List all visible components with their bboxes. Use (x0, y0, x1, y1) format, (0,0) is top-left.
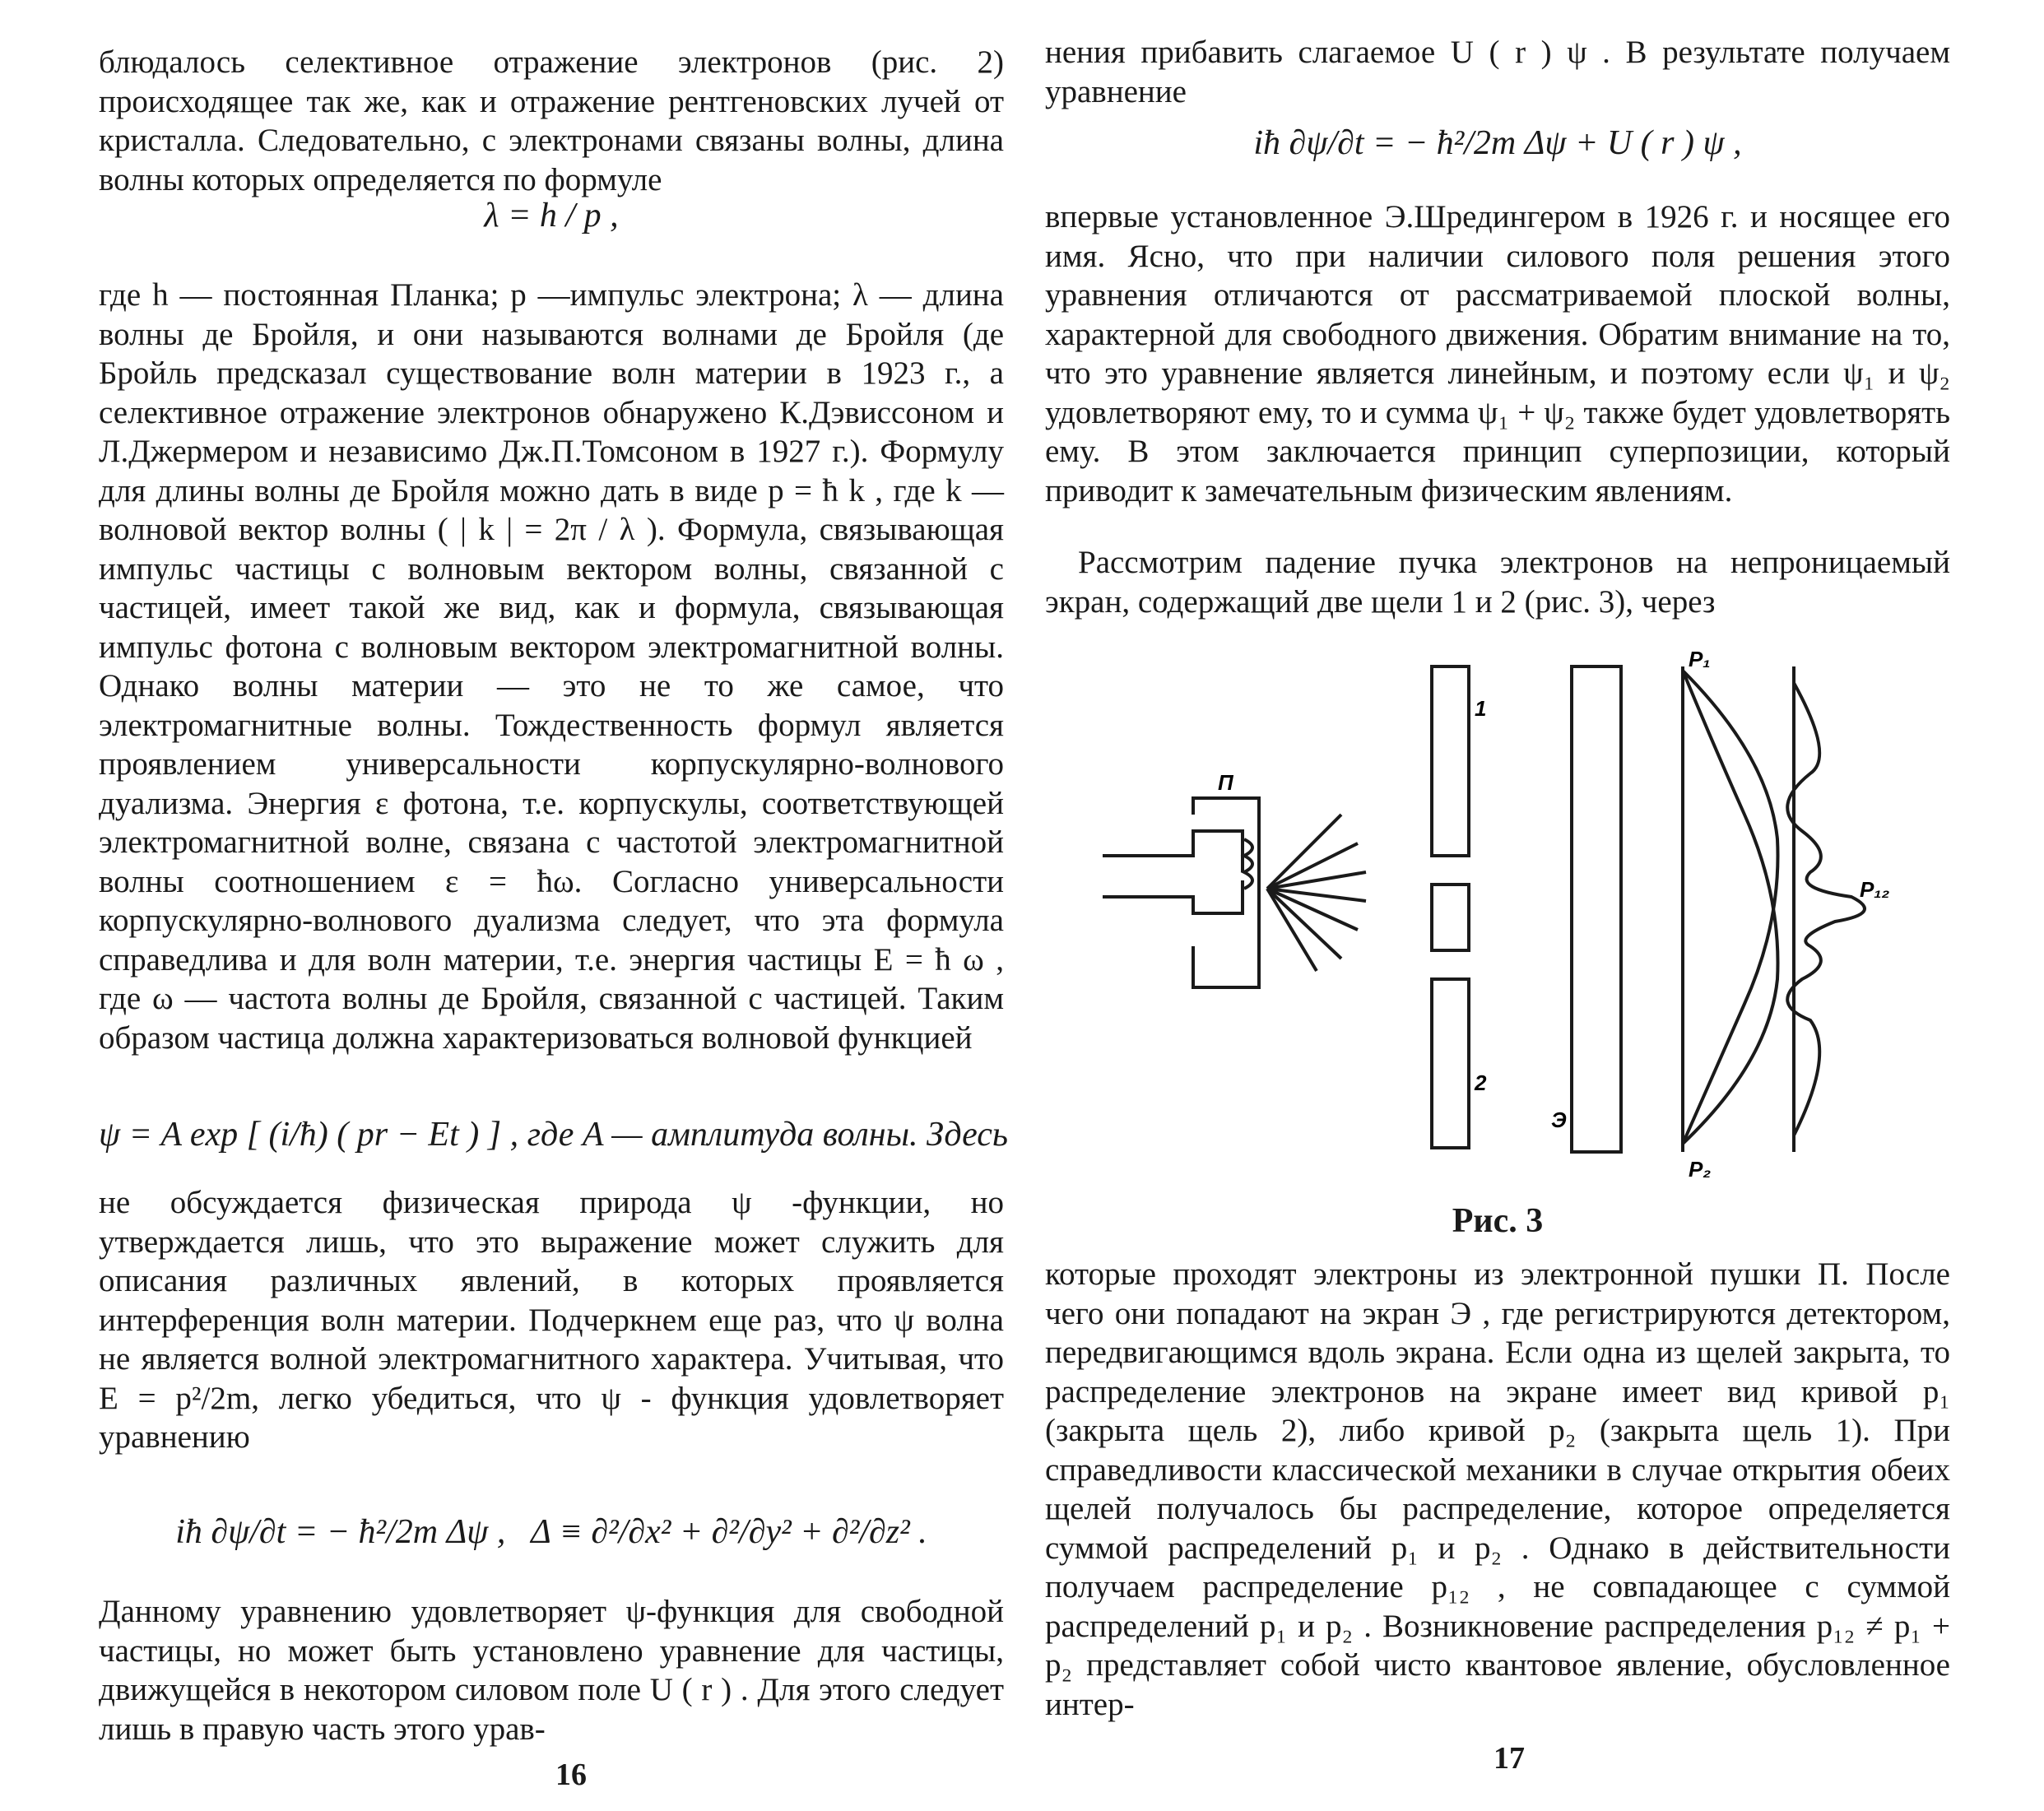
formula-schrodinger-free: iħ ∂ψ/∂t = − ħ²/2m Δψ , Δ ≡ ∂²/∂x² + ∂²/∂y² + ∂²/∂z² . (175, 1513, 927, 1551)
gun-housing (1193, 798, 1259, 987)
left-paragraph-4: Данному уравнению удовлетворяет ψ-функция для свободной частицы, но может быть установлено уравнение для частицы, движущейся в некотором силовом поле U ( r ) . Для этого следует лишь в правую часть этого урав- (99, 1594, 1012, 1747)
label-screen: Э (1551, 1107, 1567, 1132)
curve-p12 (1787, 683, 1865, 1135)
figure-double-slit (1094, 650, 1967, 1193)
left-paragraph-1: блюдалось селективное отражение электронов (рис. 2) происходящее так же, как и отражение рентгеновских лучей от кристалла. Следовательно, с электронами связаны волны, длина волны которых определяется по формуле (99, 44, 1012, 197)
right-paragraph-4: которые проходят электроны из электронной пушки П. После чего они попадают на экран Э , где регистрируются детектором, передвигающимся вдоль экрана. Если одна из щелей закрыта, то распределение электронов на экране имеет вид кривой p₁ (закрыта щель 2), либо кривой p₂ (закрыта щель 1). При справедливости классической механики в случае открытия обеих щелей получалось бы распределение, которое определяется суммой распределений p₁ и p₂ . Однако в действительности получаем распределение p₁₂ , не совпадающее с суммой распределений p₁ и p₂ . Возникновение распределения p₁₂ ≠ p₁ + p₂ представляет собой чисто квантовое явление, обусловленное интер- (1045, 1256, 1958, 1722)
gun-coil (1244, 839, 1252, 889)
right-paragraph-3: Рассмотрим падение пучка электронов на непроницаемый экран, содержащий две щели 1 и 2 (рис. 3), через (1045, 545, 1958, 620)
curve-p2 (1683, 671, 1778, 1144)
right-paragraph-1: нения прибавить слагаемое U ( r ) ψ . В результате получаем уравнение (1045, 35, 1958, 109)
figure-caption: Рис. 3 (1452, 1202, 1544, 1240)
barrier-lower (1432, 979, 1469, 1148)
left-paragraph-3: не обсуждается физическая природа ψ -функции, но утверждается лишь, что это выражение может служить для описания различных явлений, в которых проявляется интерференция волн материи. Подчеркнем еще раз, что ψ волна не является волной электромагнитного характера. Учитывая, что E = p²/2m, легко убедиться, что ψ - функция удовлетворяет уравнению (99, 1185, 1012, 1455)
label-p2: P₂ (1689, 1157, 1712, 1182)
label-slit2: 2 (1475, 1070, 1487, 1095)
label-slit1: 1 (1475, 696, 1487, 721)
formula-schrodinger: iħ ∂ψ/∂t = − ħ²/2m Δψ + U ( r ) ψ , (1253, 124, 1742, 162)
electron-rays (1267, 815, 1366, 971)
label-gun: П (1218, 770, 1233, 795)
electron-gun (1103, 831, 1243, 913)
formula-wave-function: ψ = A exp [ (i/ħ) ( pr − Et ) ] , где A — амплитуда волны. Здесь (99, 1116, 1008, 1154)
detection-screen (1572, 666, 1621, 1152)
right-page (1045, 0, 2000, 1811)
barrier-middle (1432, 885, 1469, 950)
barrier-upper (1432, 666, 1469, 856)
label-p12: P₁₂ (1860, 877, 1890, 902)
page-number-left: 16 (555, 1758, 587, 1792)
right-paragraph-2: впервые установленное Э.Шредингером в 1926 г. и носящее его имя. Ясно, что при наличии силового поля решения этого уравнения отличаются от рассматриваемой плоской волны, характерной для свободного движения. Обратим внимание на то, что это уравнение является линейным, и поэтому если ψ₁ и ψ₂ удовлетворяют ему, то и сумма ψ₁ + ψ₂ также будет удовлетворять ему. В этом заключается принцип суперпозиции, который приводит к замечательным физическим явлениям. (1045, 199, 1958, 508)
left-paragraph-2: где h — постоянная Планка; p —импульс электрона; λ — длина волны де Бройля, и они называются волнами де Бройля (де Бройль предсказал существование волн материи в 1923 г., а селективное отражение электронов обнаружено К.Дэвиссоном и Л.Джермером и независимо Дж.П.Томсоном в 1927 г.). Формулу для длины волны де Бройля можно дать в виде p = ħ k , где k — волновой вектор волны ( | k | = 2π / λ ). Формула, связывающая импульс частицы с волновым вектором волны, связанной с частицей, имеет такой же вид, как и формула, связывающая импульс фотона с волновым вектором электромагнитной волны. Однако волны материи — это не то же самое, что электромагнитные волны. Тождественность формул является проявлением универсальности корпускулярно-волнового дуализма. Энергия ε фотона, т.е. корпускулы, соответствующей электромагнитной волне, связана с частотой электромагнитной волны соотношением ε = ħω. Согласно универсальности корпускулярно-волнового дуализма следует, что эта формула справедлива и для волн материи, т.е. энергия частицы E = ħ ω , где ω — частота волны де Бройля, связанной с частицей. Таким образом частица должна характеризоваться волновой функцией (99, 277, 1012, 1056)
label-p1: P₁ (1689, 650, 1711, 671)
page-number-right: 17 (1494, 1741, 1525, 1776)
curve-p1 (1683, 671, 1778, 1144)
left-page (99, 0, 1053, 1811)
formula-de-broglie: λ = h / p , (484, 197, 619, 235)
